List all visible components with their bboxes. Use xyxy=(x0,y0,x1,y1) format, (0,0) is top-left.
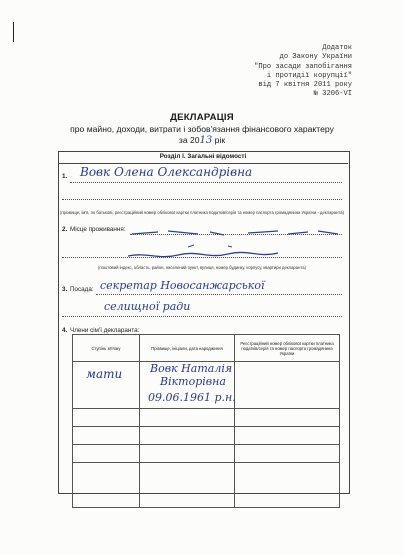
appendix-line: Додаток xyxy=(322,44,352,52)
id-cell xyxy=(235,362,340,409)
appendix-line: "Про засади запобігання xyxy=(254,62,352,71)
column-header: Прізвище, ініціали, дата народження xyxy=(140,335,235,362)
item1-handwritten-name: Вовк Олена Олександрівна xyxy=(80,165,253,179)
year-prefix: за 20 xyxy=(178,135,200,145)
item3-position-line1: секретар Новосанжарської xyxy=(100,279,265,292)
item1-underline xyxy=(70,182,342,183)
appendix-line: № 3206-VI xyxy=(313,90,352,99)
item3-position-line2: селищної ради xyxy=(104,300,191,313)
column-header: Реєстраційний номер облікової картки платника податків/серія та номер паспорта громадянина України xyxy=(235,335,340,362)
item3-label: Посада: xyxy=(70,286,94,293)
appendix-line: і протидії корупції" xyxy=(266,71,352,80)
item1-hint: (прізвище, ім'я, по батькові, реєстраційний номер облікової картки платника податків/серія та номер паспорта громадянина України - декларанта) xyxy=(60,210,345,215)
family-members-table xyxy=(72,334,340,508)
table-row xyxy=(73,463,340,508)
member-relation: мати xyxy=(86,367,123,381)
year-line xyxy=(0,135,404,146)
member-name-line1: Вовк Наталія xyxy=(150,362,233,375)
document-subtitle: про майно, доходи, витрати і зобов'язання фінансового характеру xyxy=(70,124,334,134)
margin-mark xyxy=(13,22,14,42)
document-title: ДЕКЛАРАЦІЯ xyxy=(170,112,234,123)
table-header-row xyxy=(73,335,340,362)
item4-number: 4. xyxy=(62,327,68,334)
year-handwritten: 13 xyxy=(199,135,213,146)
table-row xyxy=(73,409,340,427)
item1-number: 1. xyxy=(62,173,68,180)
item4-label: Члени сім'ї декларанта: xyxy=(70,327,140,334)
appendix-note xyxy=(182,44,352,100)
item2-number: 2. xyxy=(62,226,68,233)
item1-underline-2 xyxy=(62,199,342,200)
table-row xyxy=(73,445,340,463)
column-header: Ступінь зв'язку xyxy=(73,335,140,362)
member-name-line2: Вікторівна xyxy=(160,375,226,388)
item3-underline xyxy=(96,294,342,295)
member-birthdate: 09.06.1961 р.н. xyxy=(148,391,236,404)
section-heading: Розділ І. Загальні відомості xyxy=(58,151,348,164)
item2-label: Місце проживання: xyxy=(70,226,126,233)
appendix-line: від 7 квітня 2011 року xyxy=(258,81,352,90)
item3-number: 3. xyxy=(62,286,68,293)
redaction-scribble xyxy=(128,222,344,266)
item2-hint: (поштовий індекс, область, район, населений пункт, вулиця, номер будинку, корпусу, квартири декларанта) xyxy=(98,265,306,270)
item3-underline-2 xyxy=(62,316,342,317)
year-suffix: рік xyxy=(214,135,226,145)
table-row xyxy=(73,427,340,445)
appendix-line: до Закону України xyxy=(279,53,352,62)
